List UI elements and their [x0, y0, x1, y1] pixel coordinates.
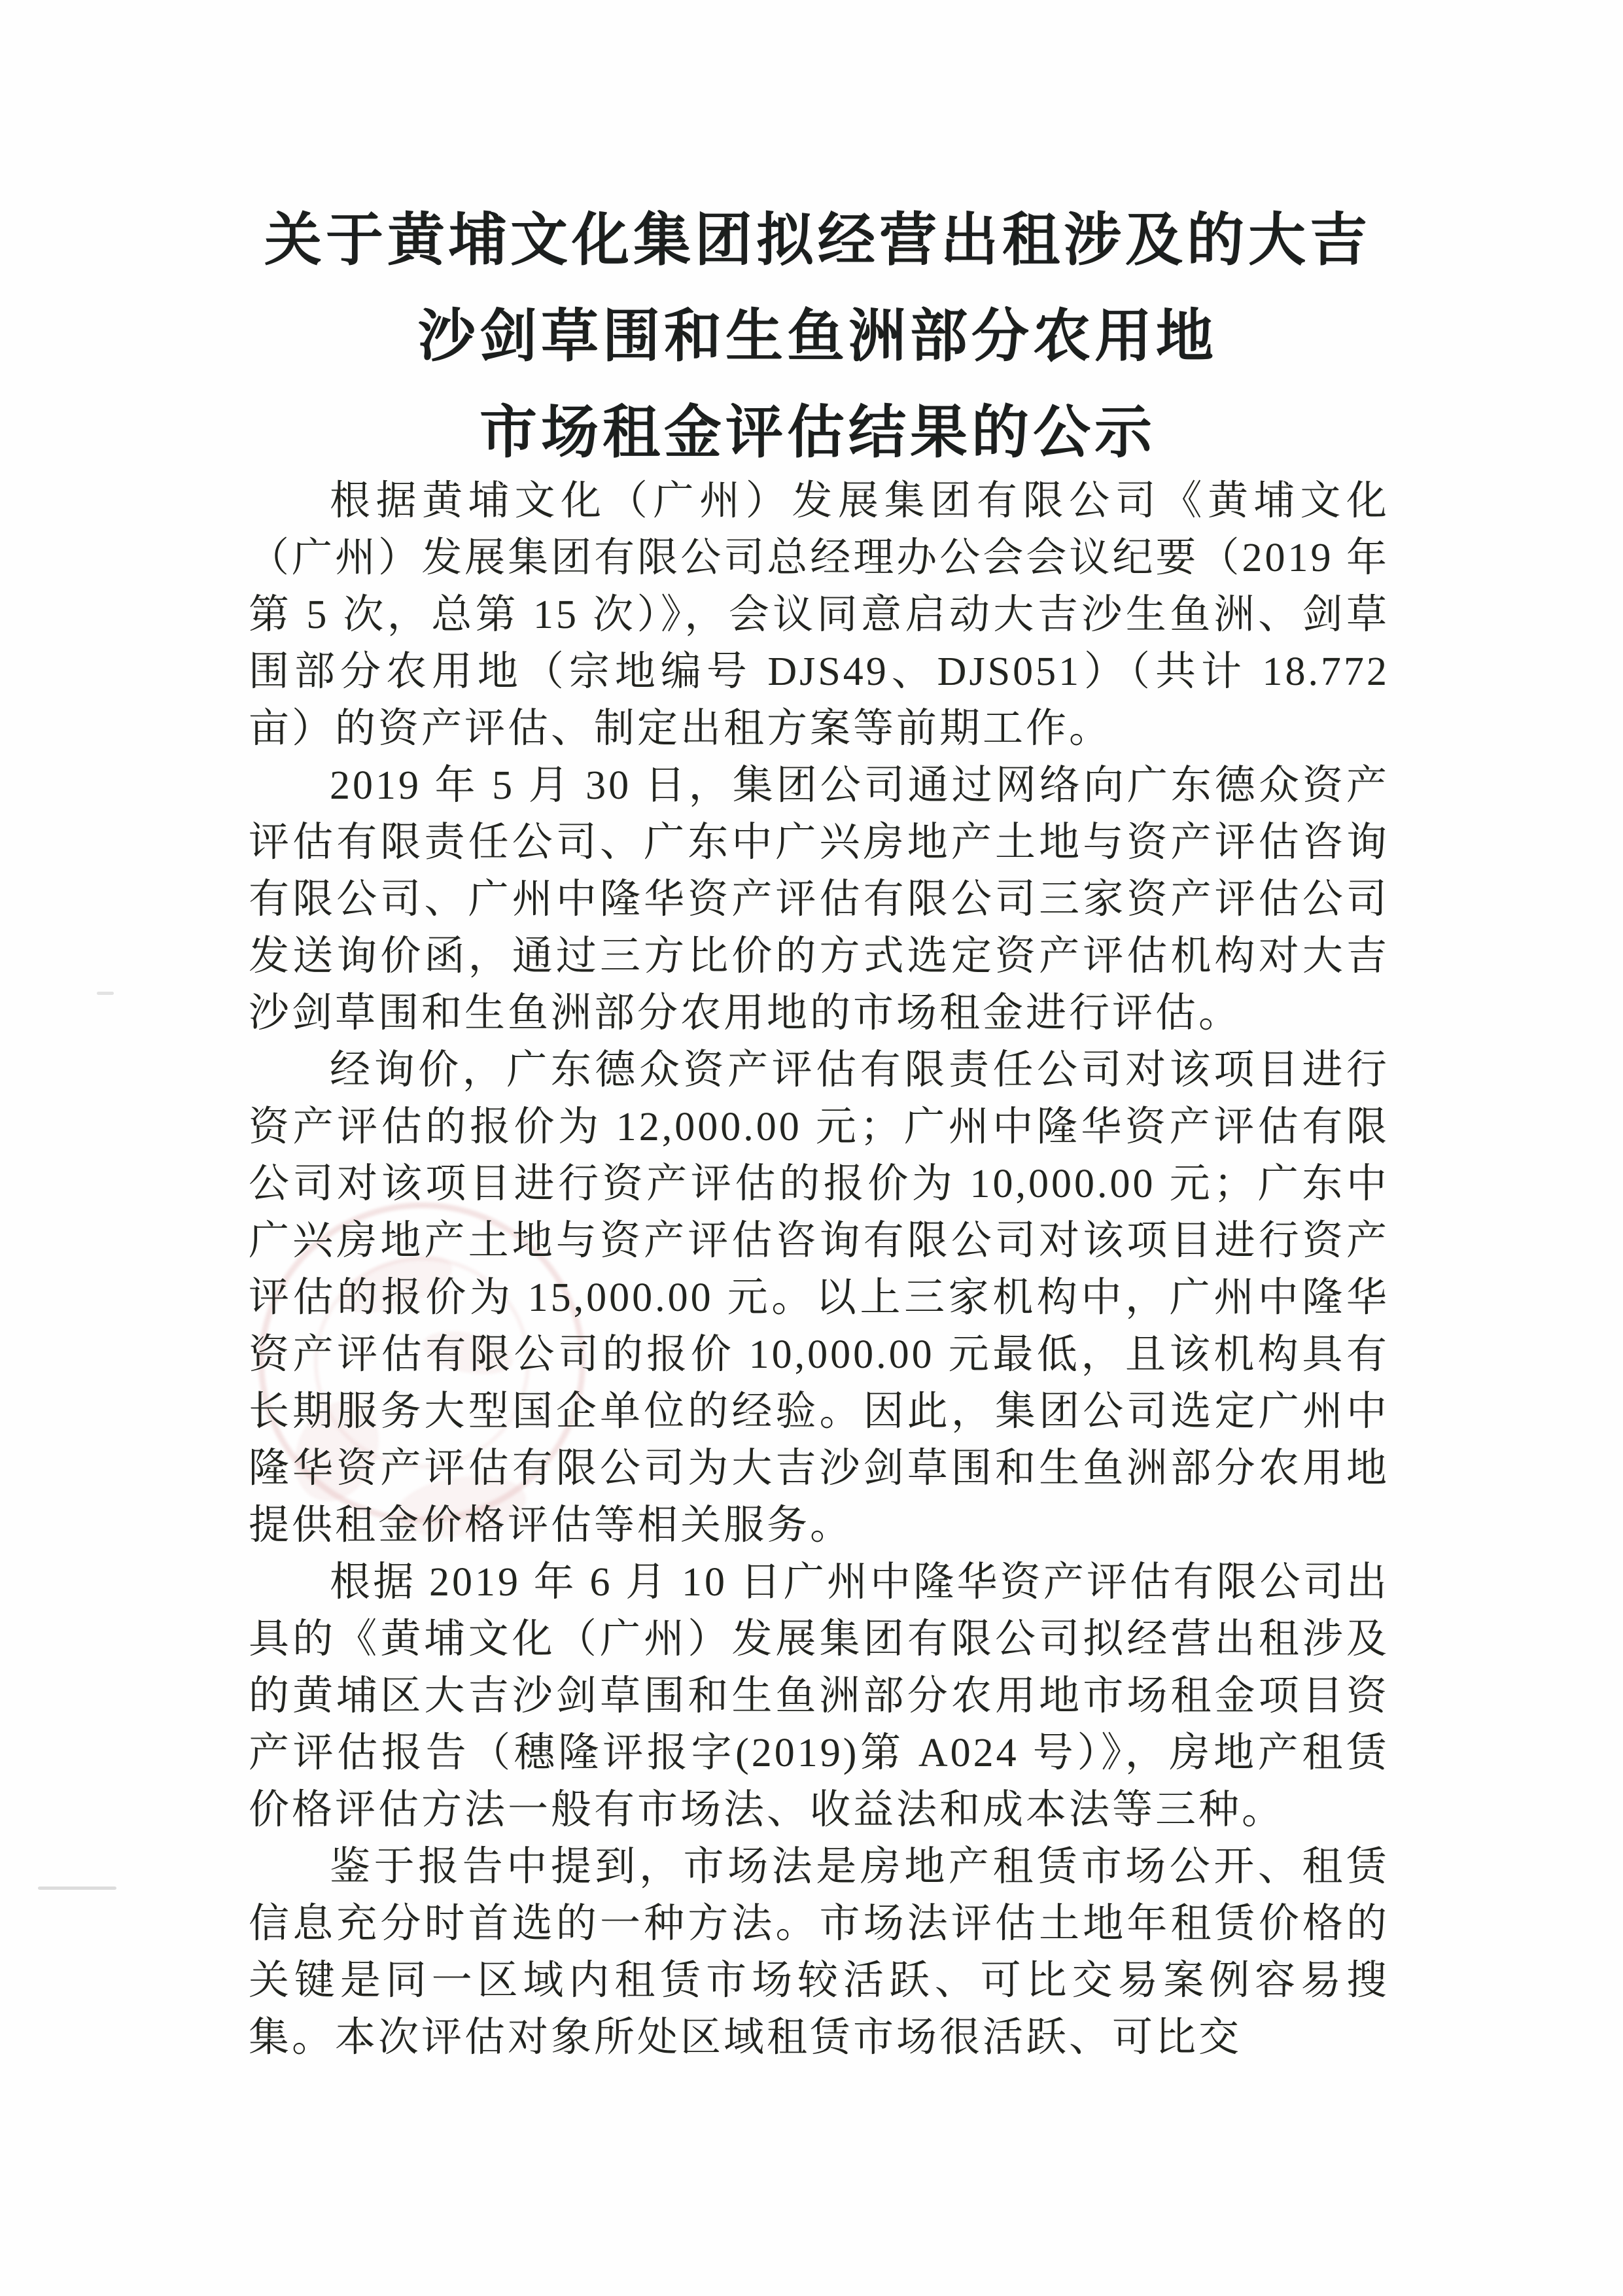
title-line-2: 沙剑草围和生鱼洲部分农用地	[417, 305, 1217, 369]
paragraph-5: 鉴于报告中提到，市场法是房地产租赁市场公开、租赁信息充分时首选的一种方法。市场法评估土地年租赁价格的关键是同一区域内租赁市场较活跃、可比交易案例容易搜集。本次评估对象所处区域租赁市场很活跃、可比交	[249, 1845, 1389, 2060]
title-line-1: 关于黄埔文化集团拟经营出租涉及的大吉	[264, 209, 1371, 273]
paragraph-1: 根据黄埔文化（广州）发展集团有限公司《黄埔文化（广州）发展集团有限公司总经理办公会会议纪要（2019 年第 5 次，总第 15 次）》，会议同意启动大吉沙生鱼洲、剑草围部分农用地（宗地编号 DJS49、DJS051）（共计 18.772 亩）的资产评估、制定出租方案等前期工作。	[249, 479, 1389, 751]
title-line-3: 市场租金评估结果的公示	[479, 402, 1156, 465]
paragraph-4: 根据 2019 年 6 月 10 日广州中隆华资产评估有限公司出具的《黄埔文化（广州）发展集团有限公司拟经营出租涉及的黄埔区大吉沙剑草围和生鱼洲部分农用地市场租金项目资产评估报告（穗隆评报字(2019)第 A024 号）》，房地产租赁价格评估方法一般有市场法、收益法和成本法等三种。	[249, 1560, 1389, 1832]
document-body	[249, 473, 1389, 2066]
paragraph-3: 经询价，广东德众资产评估有限责任公司对该项目进行资产评估的报价为 12,000.00 元；广州中隆华资产评估有限公司对该项目进行资产评估的报价为 10,000.00 元；广东中广兴房地产土地与资产评估咨询有限公司对该项目进行资产评估的报价为 15,000.00 元。以上三家机构中，广州中隆华资产评估有限公司的报价 10,000.00 元最低，且该机构具有长期服务大型国企单位的经验。因此，集团公司选定广州中隆华资产评估有限公司为大吉沙剑草围和生鱼洲部分农用地提供租金价格评估等相关服务。	[249, 1048, 1389, 1548]
scan-artifact	[97, 992, 114, 995]
scan-artifact	[38, 1887, 116, 1890]
paragraph-2: 2019 年 5 月 30 日，集团公司通过网络向广东德众资产评估有限责任公司、广东中广兴房地产土地与资产评估咨询有限公司、广州中隆华资产评估有限公司三家资产评估公司发送询价函，通过三方比价的方式选定资产评估机构对大吉沙剑草围和生鱼洲部分农用地的市场租金进行评估。	[249, 763, 1389, 1035]
document-title	[241, 193, 1395, 481]
